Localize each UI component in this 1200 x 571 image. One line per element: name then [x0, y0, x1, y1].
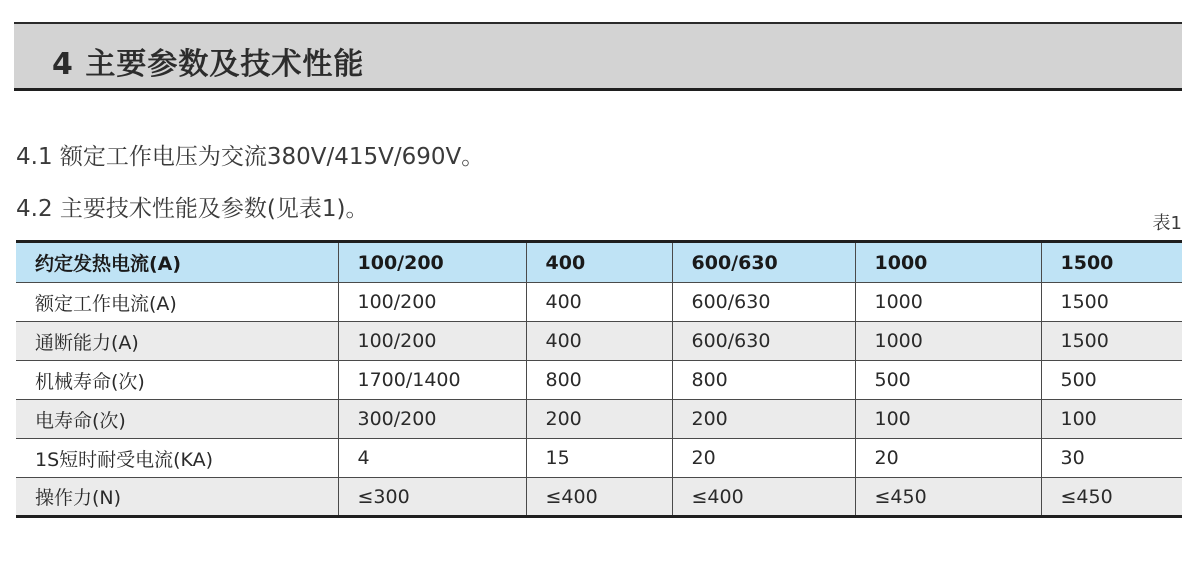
header-cell: 600/630	[672, 242, 855, 283]
table-cell: ≤450	[855, 478, 1041, 517]
table-cell: 100/200	[338, 283, 526, 322]
table-cell: 30	[1041, 439, 1182, 478]
table-cell: 100	[855, 400, 1041, 439]
table-cell: 100/200	[338, 322, 526, 361]
table-cell: 800	[526, 361, 672, 400]
header-cell: 1000	[855, 242, 1041, 283]
header-cell: 100/200	[338, 242, 526, 283]
table-cell: 800	[672, 361, 855, 400]
row-label-cell: 1S短时耐受电流(KA)	[16, 439, 338, 478]
table-cell: 200	[672, 400, 855, 439]
section-title: 4 主要参数及技术性能	[52, 47, 365, 82]
table-cell: 15	[526, 439, 672, 478]
spec-table	[16, 240, 1182, 518]
table-cell: 600/630	[672, 283, 855, 322]
table-cell: 1000	[855, 322, 1041, 361]
table-row	[16, 400, 1182, 439]
table-cell: 1500	[1041, 322, 1182, 361]
header-cell: 400	[526, 242, 672, 283]
table-cell: 1500	[1041, 283, 1182, 322]
section-header	[14, 22, 1182, 91]
table-cell: 300/200	[338, 400, 526, 439]
table-cell: 100	[1041, 400, 1182, 439]
row-label-cell: 机械寿命(次)	[16, 361, 338, 400]
table-cell: ≤300	[338, 478, 526, 517]
row-label-cell: 通断能力(A)	[16, 322, 338, 361]
table-cell: 600/630	[672, 322, 855, 361]
row-label-cell: 额定工作电流(A)	[16, 283, 338, 322]
header-cell: 1500	[1041, 242, 1182, 283]
table-cell: ≤450	[1041, 478, 1182, 517]
row-label-cell: 电寿命(次)	[16, 400, 338, 439]
table-cell: 400	[526, 322, 672, 361]
table-row	[16, 283, 1182, 322]
table-header-row	[16, 242, 1182, 283]
table-row	[16, 478, 1182, 517]
table-cell: 1700/1400	[338, 361, 526, 400]
table-cell: 500	[1041, 361, 1182, 400]
table-cell: 200	[526, 400, 672, 439]
table-cell: 500	[855, 361, 1041, 400]
row-label-cell: 操作力(N)	[16, 478, 338, 517]
table-cell: 20	[855, 439, 1041, 478]
paragraph-rated-voltage: 4.1 额定工作电压为交流380V/415V/690V。	[16, 144, 485, 170]
header-cell: 约定发热电流(A)	[16, 242, 338, 283]
table-cell: 400	[526, 283, 672, 322]
table-cell: ≤400	[672, 478, 855, 517]
table-cell: ≤400	[526, 478, 672, 517]
table-cell: 4	[338, 439, 526, 478]
table-row	[16, 361, 1182, 400]
table-row	[16, 439, 1182, 478]
table-row	[16, 322, 1182, 361]
table-cell: 1000	[855, 283, 1041, 322]
table-cell: 20	[672, 439, 855, 478]
paragraph-main-performance: 4.2 主要技术性能及参数(见表1)。	[16, 196, 369, 222]
table-caption: 表1	[1152, 213, 1182, 234]
